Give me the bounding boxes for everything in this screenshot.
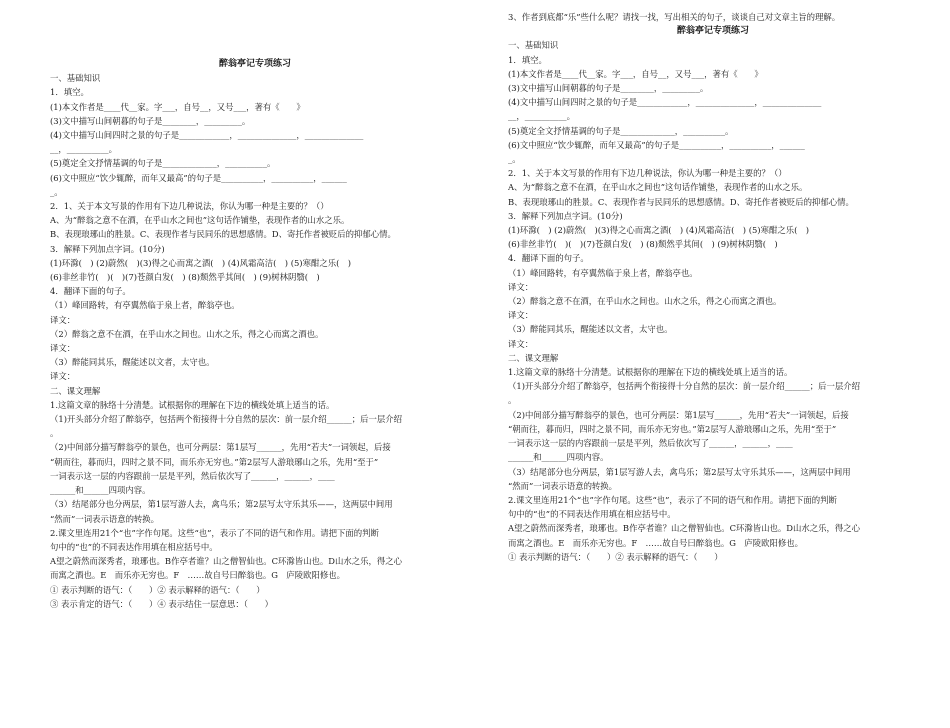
text-line: _。: [508, 154, 521, 165]
text-line: 1．填空。: [508, 54, 547, 65]
text-line: (5)奠定全文抒情基调的句子是_____________，__________。: [508, 125, 734, 136]
text-line: （3）醉能同其乐，醒能述以文者，太守也。: [508, 324, 673, 335]
right-page-title: 醉翁亭记专项练习: [676, 26, 749, 37]
text-line: 一、基础知识: [50, 73, 101, 84]
left-page: [50, 57, 460, 728]
right-page-body: [508, 38, 918, 564]
text-line: “然而”一词表示语意的转换。: [50, 513, 160, 524]
text-line: 译文：: [508, 281, 534, 292]
text-line: (3)文中描写山间朝暮的句子是________，_________。: [50, 115, 251, 126]
text-line: (6)文中照应“饮少辄醉，而年又最高”的句子是__________，__________，______: [50, 172, 347, 183]
text-line: 3．解释下列加点字词。(10分): [50, 243, 165, 254]
text-line: 一、基础知识: [508, 40, 559, 51]
text-line: (1)环滁( ) (2)蔚然( )(3)得之心而寓之酒( ) (4)风霜高洁( ) (5)寒酣之乐( ): [508, 225, 809, 236]
text-line: (5)奠定全文抒情基调的句子是_____________，__________。: [50, 158, 276, 169]
text-line: A望之蔚然而深秀者，琅琊也。B作亭者谁？山之僧智仙也。C环滁皆山也。D山水之乐，得之心: [50, 556, 402, 567]
text-line: 4．翻译下面的句子。: [508, 253, 589, 264]
text-line: ______和______四项内容。: [508, 452, 609, 463]
text-line: 而寓之酒也。E 而乐亦无穷也。F ……故自号曰醉翁也。G 庐陵欧阳修也。: [50, 570, 345, 581]
text-line: 而寓之酒也。E 而乐亦无穷也。F ……故自号曰醉翁也。G 庐陵欧阳修也。: [508, 537, 803, 548]
text-line: 2.课文里连用21个“也”字作句尾。这些“也”，表示了不同的语气和作用。请把下面的判断: [50, 527, 379, 538]
text-line: 2.课文里连用21个“也”字作句尾。这些“也”，表示了不同的语气和作用。请把下面的判断: [508, 494, 837, 505]
text-line: A望之蔚然而深秀者，琅琊也。B作亭者谁？山之僧智仙也。C环滁皆山也。D山水之乐，得之心: [508, 523, 860, 534]
text-line: 2．1、关于本文写景的作用有下边几种说法，你认为哪一种是主要的？（）: [50, 201, 329, 212]
text-line: （2)中间部分描写醉翁亭的景色，也可分两层：第1层写______，先用“若夫”一词领起，后接: [50, 442, 391, 453]
text-line: （1）峰回路转，有亭翼然临于泉上者，醉翁亭也。: [508, 267, 698, 278]
text-line: (3)文中描写山间朝暮的句子是________，_________。: [508, 83, 709, 94]
text-line: （1）峰回路转，有亭翼然临于泉上者，醉翁亭也。: [50, 300, 240, 311]
text-line: A、为“醉翁之意不在酒，在乎山水之间也”这句话作铺垫，表现作者的山水之乐。: [50, 215, 350, 226]
right-page: [508, 10, 918, 681]
text-line: 译文：: [508, 310, 534, 321]
text-line: 2．1、关于本文写景的作用有下边几种说法，你认为哪一种是主要的？（）: [508, 168, 787, 179]
text-line: 一词表示这一层的内容跟前一层是平列，然后依次写了______，______，____: [508, 438, 793, 449]
text-line: ① 表示判断的语气：（ ）② 表示解释的语气：（ ）: [508, 551, 723, 562]
text-line: 。: [50, 428, 59, 439]
text-line: （3）结尾部分也分两层，第1层写游人去，禽鸟乐；第2层写太守乐其乐——，这两层中间用: [50, 499, 393, 510]
text-line: “然而”一词表示语意的转换。: [508, 480, 618, 491]
text-line: 二、课文理解: [508, 352, 559, 363]
text-line: (1)本文作者是____代__家。字___，自号__，又号___，著有《 》: [508, 68, 763, 79]
text-line: （3）醉能同其乐，醒能述以文者，太守也。: [50, 357, 215, 368]
text-line: 3．解释下列加点字词。(10分): [508, 210, 623, 221]
text-line: （1)开头部分介绍了醉翁亭，包括两个衔接得十分自然的层次：前一层介绍______；后一层介绍: [508, 381, 860, 392]
text-line: “朝而往，暮而归，四时之景不同，而乐亦无穷也。”第2层写人游琅琊山之乐，先用“至于”: [508, 423, 837, 434]
text-line: 一词表示这一层的内容跟前一层是平列，然后依次写了______，______，____: [50, 470, 335, 481]
text-line: “朝而往，暮而归，四时之景不同，而乐亦无穷也。”第2层写人游琅琊山之乐，先用“至于”: [50, 456, 379, 467]
left-page-body: [50, 71, 460, 611]
text-line: ① 表示判断的语气：（ ）② 表示解释的语气：（ ）: [50, 584, 265, 595]
text-line: (1)环滁( ) (2)蔚然( )(3)得之心而寓之酒( ) (4)风霜高洁( ) (5)寒酣之乐( ): [50, 257, 351, 268]
text-line: ______和______四项内容。: [50, 485, 151, 496]
text-line: （3）结尾部分也分两层，第1层写游人去，禽鸟乐；第2层写太守乐其乐——，这两层中间用: [508, 466, 851, 477]
right-top-question: 3、作者到底都“乐”些什么呢？请找一找，写出相关的句子，谈谈自己对文章主旨的理解。: [508, 12, 841, 22]
text-line: B、表现琅琊山的胜景。C、表现作者与民同乐的思想感情。D、寄托作者被贬后的抑郁心情。: [50, 229, 396, 240]
left-page-title: 醉翁亭记专项练习: [218, 59, 291, 69]
text-line: （2)中间部分描写醉翁亭的景色，也可分两层：第1层写______，先用“若夫”一词领起，后接: [508, 409, 849, 420]
text-line: 1.这篇文章的脉络十分清楚。试根据你的理解在下边的横线处填上适当的话。: [50, 399, 335, 410]
text-line: (6)非丝非竹( )( )(7)苍颜白发( ) (8)颓然乎其间( ) (9)树林阴翳( ): [50, 272, 320, 283]
text-line: 句中的“也”的不同表达作用填在相应括号中。: [508, 509, 676, 520]
text-line: (4)文中描写山间四时之景的句子是____________，______________，______________: [508, 97, 822, 108]
text-line: __，__________。: [508, 111, 575, 122]
text-line: (4)文中描写山间四时之景的句子是____________，______________，______________: [50, 130, 364, 141]
text-line: 译文：: [50, 314, 76, 325]
text-line: 句中的“也”的不同表达作用填在相应括号中。: [50, 541, 218, 552]
text-line: 1.这篇文章的脉络十分清楚。试根据你的理解在下边的横线处填上适当的话。: [508, 367, 793, 378]
text-line: 4．翻译下面的句子。: [50, 286, 131, 297]
text-line: 译文：: [50, 343, 76, 354]
text-line: 译文：: [508, 338, 534, 349]
text-line: （2）醉翁之意不在酒，在乎山水之间也。山水之乐，得之心而寓之酒也。: [508, 296, 782, 307]
text-line: 1．填空。: [50, 87, 89, 98]
text-line: __，__________。: [50, 144, 117, 155]
text-line: _。: [50, 186, 63, 197]
text-line: (6)文中照应“饮少辄醉，而年又最高”的句子是__________，__________，______: [508, 139, 805, 150]
text-line: A、为“醉翁之意不在酒，在乎山水之间也”这句话作铺垫，表现作者的山水之乐。: [508, 182, 808, 193]
text-line: (1)本文作者是____代__家。字___，自号__，又号___，著有《 》: [50, 101, 305, 112]
text-line: (6)非丝非竹( )( )(7)苍颜白发( ) (8)颓然乎其间( ) (9)树林阴翳( ): [508, 239, 778, 250]
text-line: （2）醉翁之意不在酒，在乎山水之间也。山水之乐，得之心而寓之酒也。: [50, 328, 324, 339]
text-line: 译文：: [50, 371, 76, 382]
text-line: （1)开头部分介绍了醉翁亭，包括两个衔接得十分自然的层次：前一层介绍______；后一层介绍: [50, 414, 402, 425]
text-line: B、表现琅琊山的胜景。C、表现作者与民同乐的思想感情。D、寄托作者被贬后的抑郁心情。: [508, 196, 854, 207]
text-line: 。: [508, 395, 517, 406]
text-line: 二、课文理解: [50, 385, 101, 396]
text-line: ③ 表示肯定的语气：（ ）④ 表示结住一层意思：（ ）: [50, 598, 274, 609]
